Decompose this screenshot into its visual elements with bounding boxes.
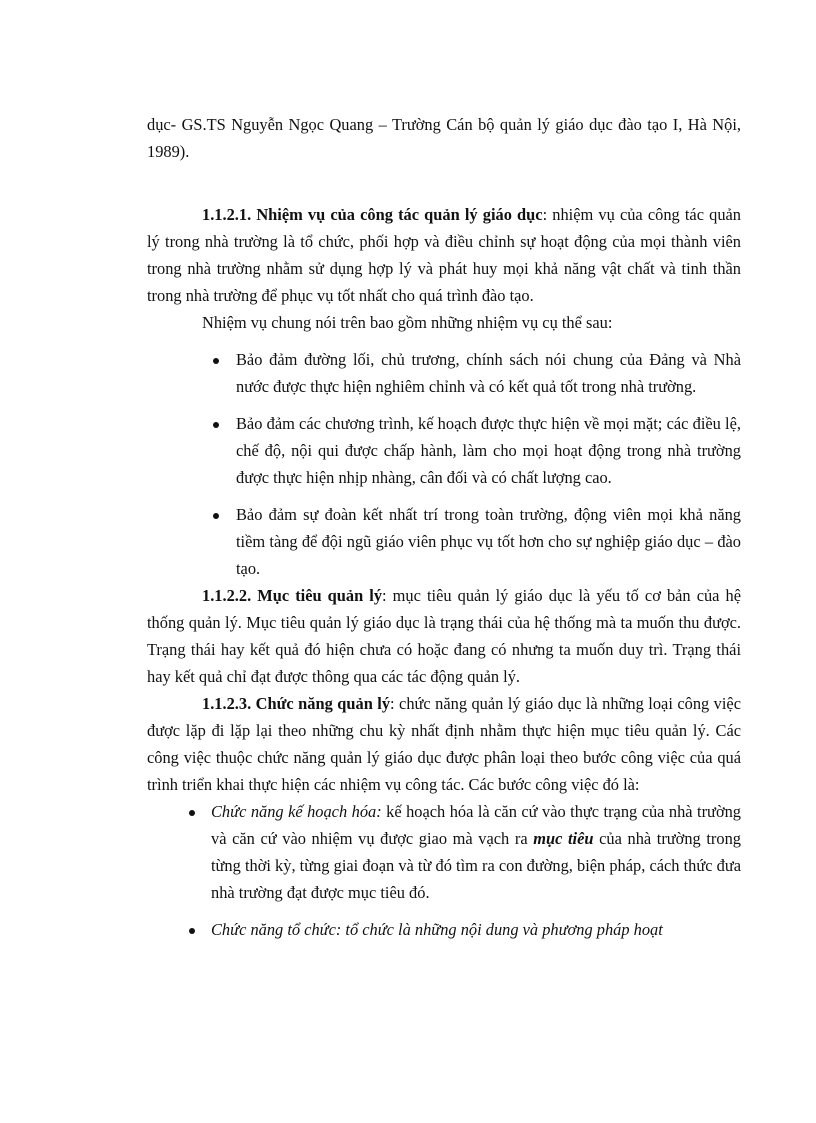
list-item-text: kế hoạch hóa là căn cứ vào thực trạng của nhà trường và căn cứ vào nhiệm vụ được giao mà vạch ra: [211, 802, 742, 848]
bullet-icon: [213, 513, 219, 519]
task-bullet-list: [147, 346, 741, 582]
bullet-icon: [189, 928, 195, 934]
top-paragraph-block: [147, 111, 741, 165]
list-item: [147, 346, 741, 400]
list-item: [147, 410, 741, 491]
top-paragraph: dục- GS.TS Nguyễn Ngọc Quang – Trường Cán bộ quản lý giáo dục đào tạo I, Hà Nội, 1989).: [147, 115, 741, 161]
list-item: [147, 916, 741, 943]
list-item-label: Chức năng tổ chức: tổ chức là những nội dung và phương pháp hoạt: [211, 920, 663, 939]
section-muc-tieu: [147, 582, 741, 690]
section-muc-tieu-text: : mục tiêu quản lý giáo dục là yếu tố cơ bản của hệ thống quản lý. Mục tiêu quản lý giáo dục là trạng thái của hệ thống mà ta muốn thu được. Trạng thái hay kết quả đó hiện chưa có hoặc đang có nhưng ta muốn duy trì. Trạng thái hay kết quả chỉ đạt được thông qua các tác động quản lý.: [147, 586, 741, 686]
list-item-text: Bảo đảm đường lối, chủ trương, chính sách nói chung của Đảng và Nhà nước được thực hiện nghiêm chỉnh và có kết quả tốt trong nhà trường.: [236, 350, 741, 396]
function-bullet-list: [147, 798, 741, 943]
list-item-text: Bảo đảm sự đoàn kết nhất trí trong toàn trường, động viên mọi khả năng tiềm tàng để đội ngũ giáo viên phục vụ tốt hơn cho sự nghiệp giáo dục – đào tạo.: [236, 505, 741, 578]
list-item-text: Bảo đảm các chương trình, kế hoạch được thực hiện về mọi mặt; các điều lệ, chế độ, nội qui được chấp hành, làm cho mọi hoạt động trong nhà trường được thực hiện nhịp nhàng, cân đối và có chất lượng cao.: [236, 414, 741, 487]
list-item: [147, 798, 741, 906]
bullet-icon: [213, 358, 219, 364]
section-nhiem-vu: [147, 201, 741, 309]
section-chuc-nang: [147, 690, 741, 798]
list-item: [147, 501, 741, 582]
list-item-text: của nhà trường trong từng thời kỳ, từng giai đoạn và từ đó tìm ra con đường, biện pháp, cách thức đưa nhà trường đạt được mục tiêu đó.: [211, 829, 741, 902]
section-muc-tieu-heading: 1.1.2.2. Mục tiêu quản lý: [202, 586, 383, 605]
list-item-emphasis: mục tiêu: [533, 829, 594, 848]
section-nhiem-vu-heading: 1.1.2.1. Nhiệm vụ của công tác quản lý giáo dục: [202, 205, 543, 224]
bullet-icon: [213, 422, 219, 428]
section-chuc-nang-text: : chức năng quản lý giáo dục là những loại công việc được lặp đi lặp lại theo những chu kỳ nhất định nhằm thực hiện mục tiêu quản lý. Các công việc thuộc chức năng quản lý giáo dục được phân loại theo bước công việc của quá trình triển khai thực hiện các nhiệm vụ công tác. Các bước công việc đó là:: [147, 694, 741, 794]
intro-line: Nhiệm vụ chung nói trên bao gồm những nhiệm vụ cụ thể sau:: [202, 313, 613, 332]
section-chuc-nang-heading: 1.1.2.3. Chức năng quản lý: [202, 694, 391, 713]
bullet-icon: [189, 810, 195, 816]
section-nhiem-vu-text: : nhiệm vụ của công tác quản lý trong nhà trường là tổ chức, phối hợp và điều chỉnh sự hoạt động của mọi thành viên trong nhà trường nhằm sử dụng hợp lý và phát huy mọi khả năng vật chất và tinh thần trong nhà trường để phục vụ tốt nhất cho quá trình đào tạo.: [147, 205, 742, 305]
list-item-label: Chức năng kế hoạch hóa:: [211, 802, 382, 821]
main-content: [147, 201, 741, 943]
